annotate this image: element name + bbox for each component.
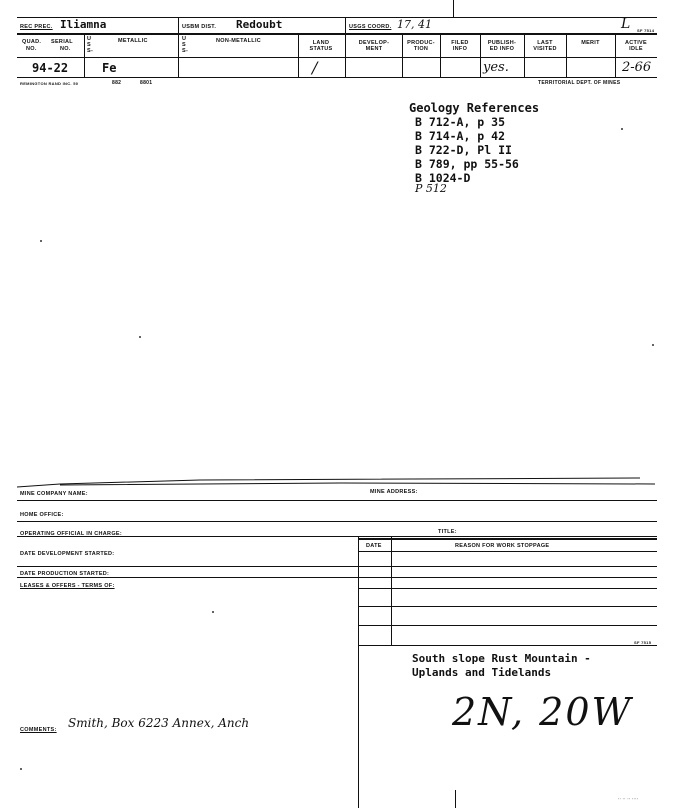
usm-metallic: U S S- xyxy=(87,36,94,54)
speck xyxy=(139,336,141,338)
land-status-header: LAND STATUS xyxy=(309,40,333,52)
metallic-value: Fe xyxy=(102,61,117,75)
references-title: Geology References xyxy=(409,101,540,115)
usgs-coord-label: USGS COORD. xyxy=(349,24,392,30)
township-handwritten: 2N, 20W xyxy=(452,690,633,734)
quad-serial-value: 94-22 xyxy=(32,61,69,75)
mine-company-label: MINE COMPANY NAME: xyxy=(20,491,88,497)
leases-label: LEASES & OFFERS - TERMS OF: xyxy=(20,583,115,589)
serial-header: SERIAL xyxy=(51,39,73,45)
bottom-mark: ·· ·· ·· ···· xyxy=(618,796,639,801)
date-prod-label: DATE PRODUCTION STARTED: xyxy=(20,571,110,577)
speck xyxy=(40,240,42,242)
printer-code-b: 8801 xyxy=(140,80,153,86)
filed-header: FILED INFO xyxy=(451,40,469,52)
usbm-dist-label: USBM DIST. xyxy=(182,24,217,30)
quad-header: QUAD. xyxy=(22,39,42,45)
ref-item-1: B 712-A, p 35 xyxy=(415,115,506,129)
land-status-mark: / xyxy=(312,58,318,77)
lower-top-border xyxy=(0,474,678,494)
rec-prec-value: Iliamna xyxy=(60,18,107,31)
nonmetallic-header: NON-METALLIC xyxy=(216,38,262,44)
location-line-2: Uplands and Tidelands xyxy=(412,666,552,679)
produc-header: PRODUC- TION xyxy=(407,40,435,52)
no1-header: NO. xyxy=(26,46,37,52)
active-idle-header: ACTIVE IDLE xyxy=(625,40,647,52)
printer-code-a: 882 xyxy=(112,80,122,86)
develop-header: DEVELOP- MENT xyxy=(358,40,390,52)
published-value: yes. xyxy=(483,60,509,75)
active-idle-value: 2-66 xyxy=(622,60,652,75)
title-label: TITLE: xyxy=(438,529,457,535)
merit-header: MERIT xyxy=(581,40,600,46)
speck xyxy=(212,611,214,613)
metallic-header: METALLIC xyxy=(118,38,148,44)
dept-label: TERRITORIAL DEPT. OF MINES xyxy=(538,80,621,86)
reason-header: REASON FOR WORK STOPPAGE xyxy=(455,543,550,549)
ref-item-3: B 722-D, Pl II xyxy=(415,143,512,157)
ref-item-4: B 789, pp 55-56 xyxy=(415,157,519,171)
form-code-b: SF 7515 xyxy=(634,640,652,645)
home-office-label: HOME OFFICE: xyxy=(20,512,64,518)
corner-mark: L xyxy=(621,16,631,32)
speck xyxy=(20,768,22,770)
speck xyxy=(621,128,623,130)
no2-header: NO. xyxy=(60,46,71,52)
printer-label: REMINGTON RAND INC. 50 xyxy=(20,81,79,86)
ref-handwritten: P 512 xyxy=(415,182,447,195)
usm-nonmetallic: U S S- xyxy=(182,36,189,54)
comments-label: COMMENTS: xyxy=(20,727,57,733)
publish-header: PUBLISH- ED INFO xyxy=(487,40,517,52)
rec-prec-label: REC PREC. xyxy=(20,24,53,30)
speck xyxy=(652,344,654,346)
location-line-1: South slope Rust Mountain - xyxy=(412,652,591,665)
operating-official-label: OPERATING OFFICIAL IN CHARGE: xyxy=(20,531,122,537)
ref-item-2: B 714-A, p 42 xyxy=(415,129,506,143)
date-header: DATE xyxy=(366,543,382,549)
date-dev-label: DATE DEVELOPMENT STARTED: xyxy=(20,551,115,557)
mine-address-label: MINE ADDRESS: xyxy=(370,489,418,495)
comments-value: Smith, Box 6223 Annex, Anch xyxy=(68,716,250,730)
form-code: SF 7514 xyxy=(637,28,655,33)
last-visited-header: LAST VISITED xyxy=(533,40,557,52)
ref-item-5: B 1024-D xyxy=(415,171,471,185)
usgs-coord-value: 17, 41 xyxy=(397,18,432,31)
usbm-dist-value: Redoubt xyxy=(236,18,283,31)
